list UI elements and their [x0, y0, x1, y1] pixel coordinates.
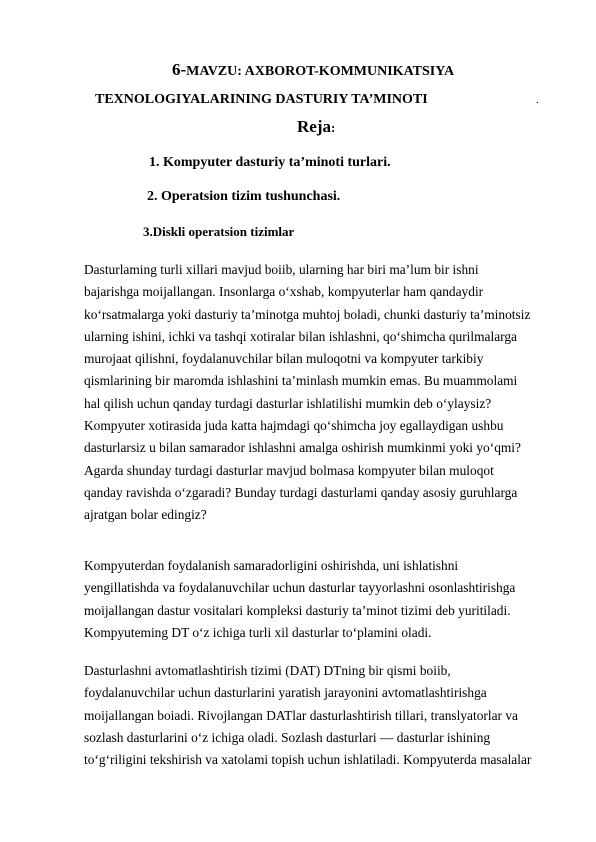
paragraph-line: bajarishga moijallangan. Insonlarga o‘xshab, kompyuterlar ham qandaydir	[84, 284, 484, 300]
plan-heading-text: Reja	[297, 117, 331, 136]
plan-heading-colon: :	[330, 120, 336, 135]
paragraph-line: ajratgan bolar edingiz?	[84, 507, 207, 523]
paragraph-line: Dasturlaming turli xillari mavjud boiib, ularning har biri ma’lum bir ishni	[84, 262, 479, 277]
plan-item-1: 1. Kompyuter dasturiy ta’minoti turlari.	[149, 155, 391, 170]
plan-item-3: 3.Diskli operatsion tizimlar	[143, 224, 295, 239]
plan-item-2: 2. Operatsion tizim tushunchasi.	[147, 189, 341, 204]
topic-title-text: MAVZU: AXBOROT-KOMMUNIKATSIYA	[186, 64, 455, 79]
paragraph-line: moijallangan boiadi. Rivojlangan DATlar dasturlashtirish tillari, translyatorlar va	[84, 707, 518, 723]
paragraph-line: yengillatishda va foydalanuvchilar uchun dasturlar tayyorlashni osonlashtirishga	[84, 580, 516, 596]
paragraph-line: foydalanuvchilar uchun dasturlarini yaratish jarayonini avtomatlashtirishga	[84, 685, 487, 701]
page-title-line-1	[172, 60, 454, 80]
paragraph-line: Kompyuterdan foydalanish samaradorligini oshirishda, uni ishlatishni	[84, 558, 459, 573]
paragraph-line: Kompyuter xotirasida juda katta hajmdagi qo‘shimcha joy egallaydigan ushbu	[84, 418, 504, 434]
paragraph-line: ko‘rsatmalarga yoki dasturiy ta’minotga muhtoj boladi, chunki dasturiy ta’minotsiz	[84, 306, 531, 322]
paragraph-line: ularning ishini, ichki va tashqi xotiralar bilan ishlashni, qo‘shimcha qurilmalarga	[84, 328, 517, 344]
paragraph-line: qismlarining bir maromda ishlashini ta’minlash mumkin emas. Bu muammolami	[84, 373, 518, 389]
paragraph-line: dasturlarsiz u bilan samarador ishlashni amalga oshirish mumkinmi yoki yo‘qmi?	[84, 440, 521, 456]
paragraph-line: Dasturlashni avtomatlashtirish tizimi (DAT) DTning bir qismi boiib,	[84, 663, 451, 678]
paragraph-2	[84, 555, 544, 644]
paragraph-3	[84, 660, 544, 771]
page-title-line-2: TEXNOLOGIYALARINING DASTURIY TA’MINOTI	[95, 92, 428, 107]
paragraph-line: to‘g‘riligini tekshirish va xatolami topish uchun ishlatiladi. Kompyuterda masalalar	[84, 752, 532, 768]
stray-dot: .	[536, 94, 539, 106]
paragraph-line: qanday ravishda o‘zgaradi? Bunday turdagi dasturlami qanday asosiy guruhlarga	[84, 484, 518, 500]
topic-number: 6-	[172, 60, 187, 79]
paragraph-line: Agarda shunday turdagi dasturlar mavjud bolmasa kompyuter bilan muloqot	[84, 462, 494, 478]
paragraph-line: Kompyuteming DT o‘z ichiga turli xil dasturlar to‘plamini oladi.	[84, 624, 432, 640]
plan-heading	[297, 117, 335, 137]
paragraph-line: sozlash dasturlarini o‘z ichiga oladi. Sozlash dasturlari — dasturlar ishining	[84, 729, 491, 745]
paragraph-1	[84, 259, 544, 527]
paragraph-line: moijallangan dastur vositalari kompleksi dasturiy ta’minot tizimi deb yuritiladi.	[84, 602, 511, 618]
paragraph-line: hal qilish uchun qanday turdagi dasturlar ishlatilishi mumkin deb o‘ylaysiz?	[84, 395, 492, 411]
paragraph-line: murojaat qilishni, foydalanuvchilar bilan muloqotni va kompyuter tarkibiy	[84, 351, 484, 367]
